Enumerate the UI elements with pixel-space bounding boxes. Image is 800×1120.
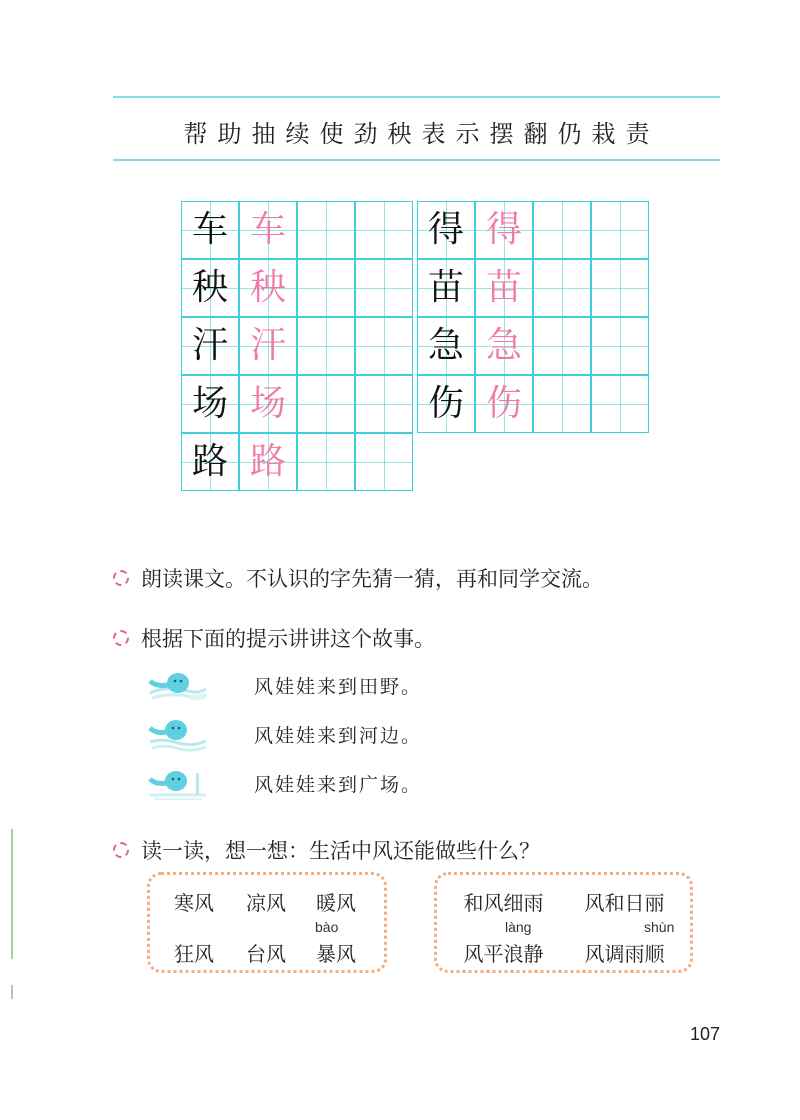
recognize-char: 仍 — [557, 119, 582, 148]
prompt-text: 风娃娃来到河边。 — [254, 724, 423, 747]
wind-doll-field-icon — [148, 667, 208, 703]
empty-practice-cell[interactable] — [533, 201, 591, 259]
prompt-text: 风娃娃来到田野。 — [254, 675, 423, 698]
empty-practice-cell[interactable] — [591, 375, 649, 433]
recognize-char: 助 — [217, 119, 242, 148]
prompt-text: 风娃娃来到广场。 — [254, 773, 423, 796]
trace-char-cell: 秧 — [239, 259, 297, 317]
top-divider-line — [113, 96, 720, 98]
wind-doll-river-icon — [148, 716, 208, 752]
recognize-char: 栽 — [591, 119, 616, 148]
empty-practice-cell[interactable] — [297, 317, 355, 375]
empty-practice-cell[interactable] — [533, 317, 591, 375]
prompt-row — [148, 765, 422, 801]
model-char-cell: 急 — [417, 317, 475, 375]
trace-char-cell: 得 — [475, 201, 533, 259]
word-storm: 暴风 — [316, 942, 356, 966]
word-cold-wind: 寒风 — [174, 891, 214, 915]
recognize-char: 责 — [625, 119, 650, 148]
model-char-cell: 伤 — [417, 375, 475, 433]
idiom-favorable-weather: 风调雨顺 — [584, 942, 665, 966]
trace-char-cell: 伤 — [475, 375, 533, 433]
empty-practice-cell[interactable] — [591, 259, 649, 317]
pinyin-bao: bào — [315, 919, 339, 935]
empty-practice-cell[interactable] — [533, 375, 591, 433]
recognize-char: 使 — [319, 119, 344, 148]
model-char-cell: 苗 — [417, 259, 475, 317]
empty-practice-cell[interactable] — [297, 375, 355, 433]
trace-char-cell: 路 — [239, 433, 297, 491]
trace-char-cell: 汗 — [239, 317, 297, 375]
prompt-row — [148, 667, 422, 703]
wind-idioms-box — [434, 872, 693, 973]
empty-practice-cell[interactable] — [355, 433, 413, 491]
model-char-cell: 场 — [181, 375, 239, 433]
empty-practice-cell[interactable] — [355, 375, 413, 433]
word-mad-wind: 狂风 — [174, 942, 214, 966]
recognize-char: 摆 — [489, 119, 514, 148]
task-retell — [113, 623, 435, 653]
task-marker-icon — [113, 842, 129, 858]
pinyin-lang: làng — [505, 919, 532, 935]
empty-practice-cell[interactable] — [355, 317, 413, 375]
empty-practice-cell[interactable] — [355, 259, 413, 317]
trace-char-cell: 急 — [475, 317, 533, 375]
recognize-char-strip — [113, 106, 720, 156]
prompt-row — [148, 716, 422, 752]
model-char-cell: 汗 — [181, 317, 239, 375]
task-retell-text: 根据下面的提示讲讲这个故事。 — [141, 627, 435, 651]
idiom-gentle-breeze: 和风细雨 — [463, 891, 544, 915]
trace-char-cell: 苗 — [475, 259, 533, 317]
page-number: 107 — [689, 1024, 720, 1044]
empty-practice-cell[interactable] — [533, 259, 591, 317]
recognize-char: 帮 — [183, 119, 208, 148]
recognize-char: 翻 — [523, 119, 548, 148]
idiom-sunny: 风和日丽 — [584, 891, 665, 915]
task-think — [113, 835, 540, 865]
recognize-char: 劲 — [353, 119, 378, 148]
empty-practice-cell[interactable] — [591, 201, 649, 259]
recognize-char: 表 — [421, 119, 446, 148]
trace-char-cell: 场 — [239, 375, 297, 433]
task-marker-icon — [113, 570, 129, 586]
model-char-cell: 路 — [181, 433, 239, 491]
recognize-char: 续 — [285, 119, 310, 148]
trace-char-cell: 车 — [239, 201, 297, 259]
word-cool-wind: 凉风 — [246, 891, 286, 915]
recognize-char: 秧 — [387, 119, 412, 148]
model-char-cell: 得 — [417, 201, 475, 259]
bottom-divider-line — [113, 159, 720, 161]
word-warm-wind: 暖风 — [316, 891, 356, 915]
empty-practice-cell[interactable] — [297, 433, 355, 491]
empty-practice-cell[interactable] — [591, 317, 649, 375]
recognize-char: 抽 — [251, 119, 276, 148]
wind-doll-square-icon — [148, 765, 208, 801]
task-read-aloud-text: 朗读课文。不认识的字先猜一猜，再和同学交流。 — [141, 567, 603, 591]
recognize-char: 示 — [455, 119, 480, 148]
task-think-text: 读一读，想一想：生活中风还能做些什么？ — [141, 839, 540, 863]
margin-mark — [11, 829, 13, 959]
margin-mark — [11, 985, 13, 999]
empty-practice-cell[interactable] — [297, 201, 355, 259]
model-char-cell: 车 — [181, 201, 239, 259]
idiom-calm: 风平浪静 — [463, 942, 544, 966]
word-typhoon: 台风 — [246, 942, 286, 966]
task-marker-icon — [113, 630, 129, 646]
pinyin-shun: shùn — [644, 919, 675, 935]
model-char-cell: 秧 — [181, 259, 239, 317]
task-read-aloud — [113, 563, 603, 593]
wind-words-box — [147, 872, 387, 973]
empty-practice-cell[interactable] — [297, 259, 355, 317]
empty-practice-cell[interactable] — [355, 201, 413, 259]
